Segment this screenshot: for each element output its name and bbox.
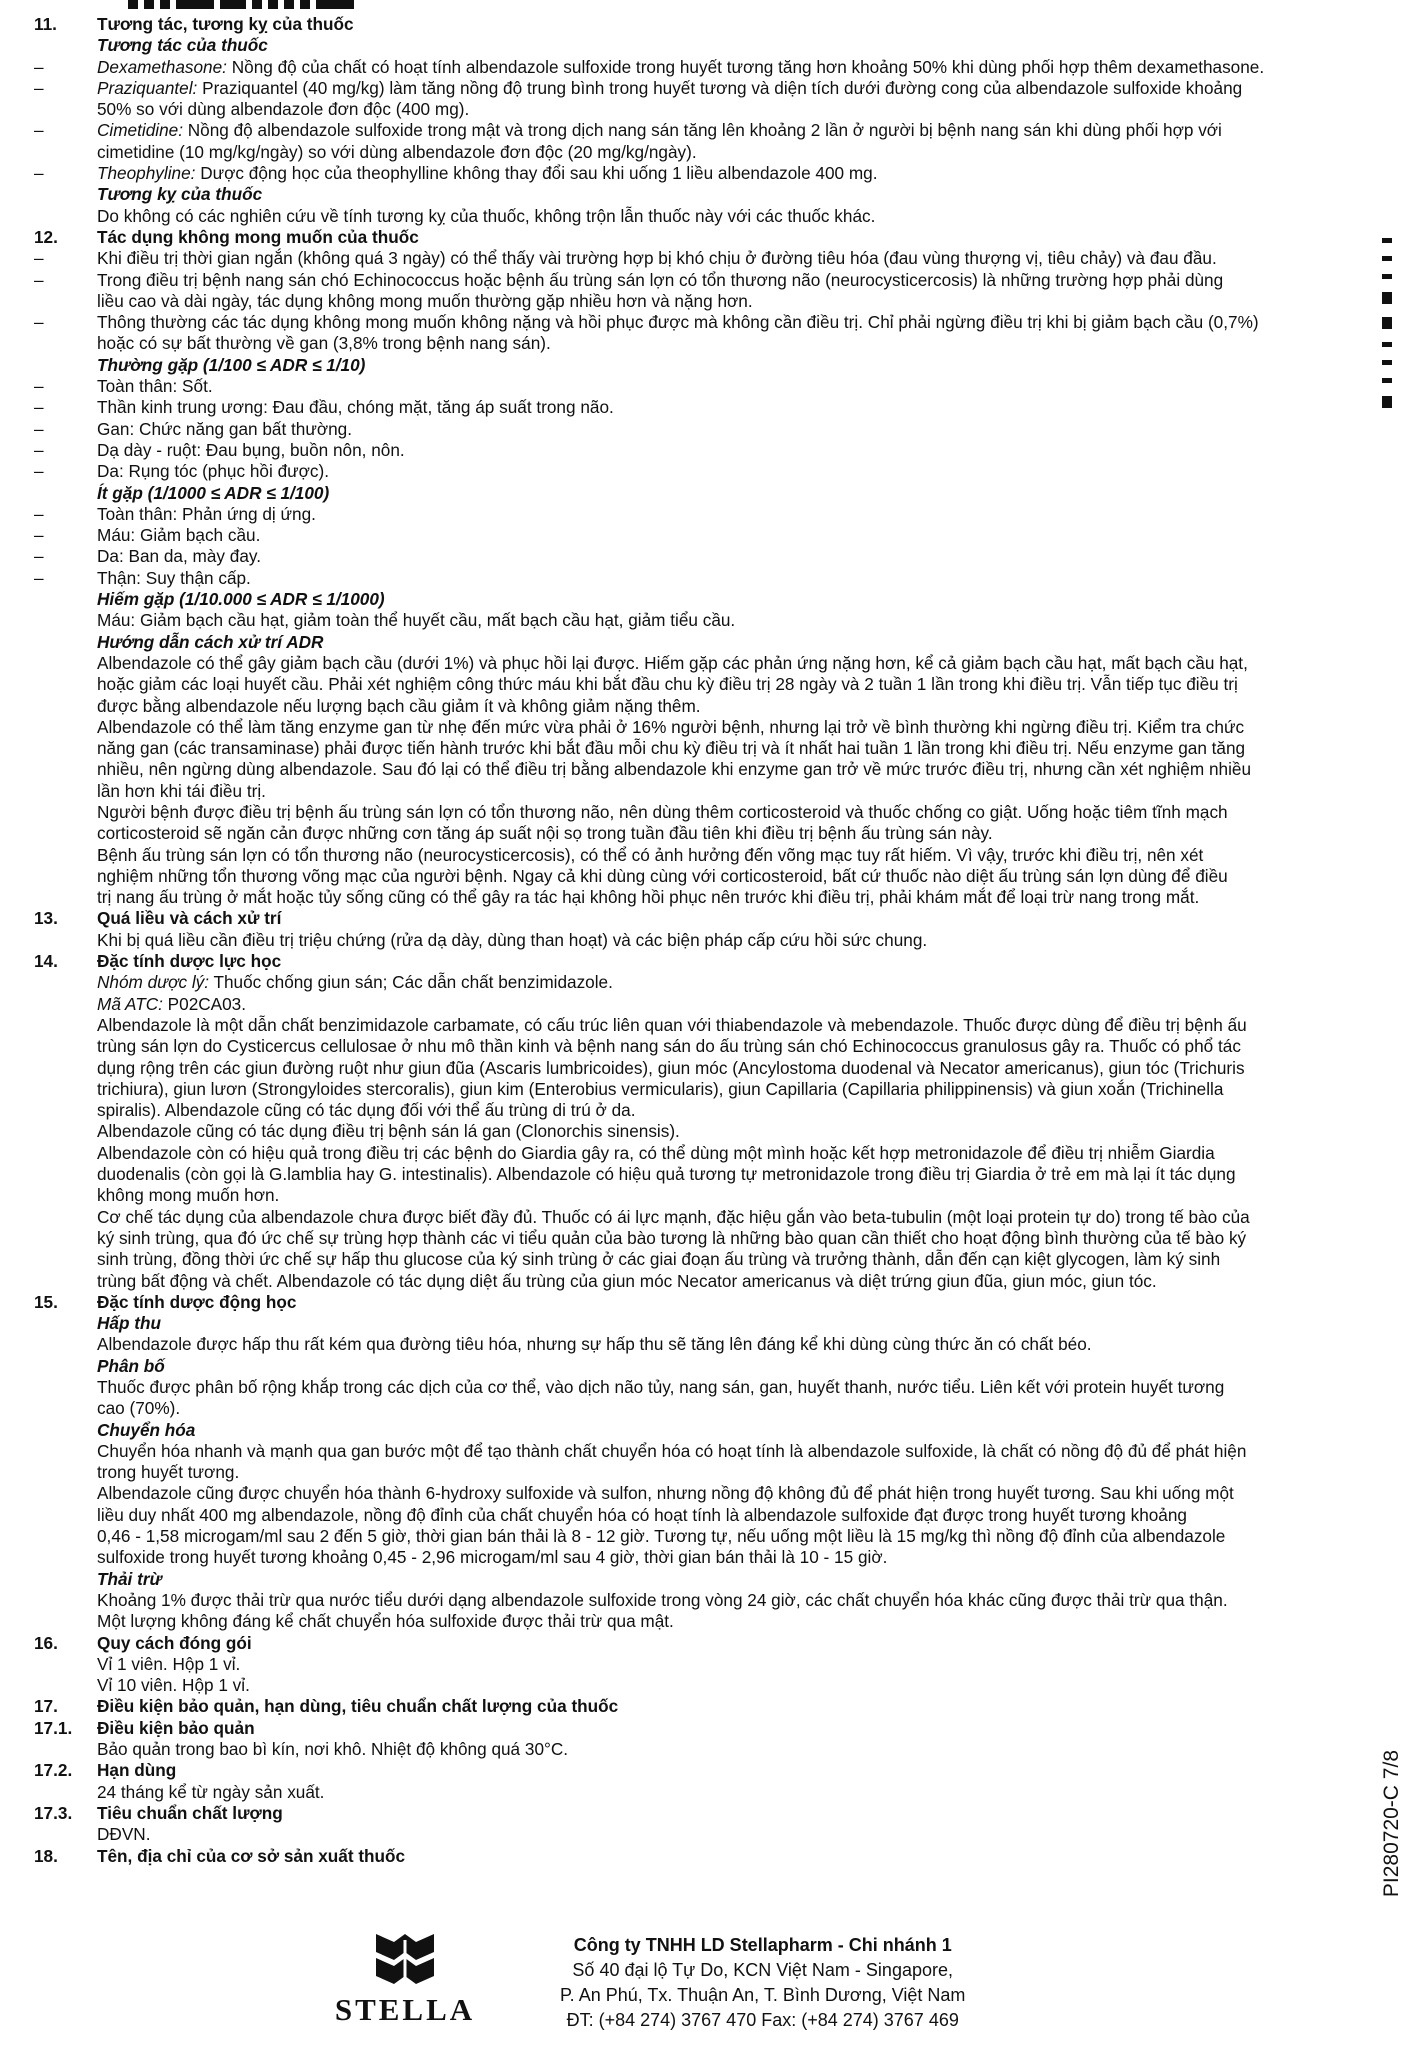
row-text: Hướng dẫn cách xử trí ADR xyxy=(97,631,324,652)
row-body: Praziquantel (40 mg/kg) làm tăng nồng độ trung bình trong huyết tương và diện tích dưới đường cong của albendazole sulfoxide khoảng xyxy=(197,77,1243,98)
row-text: hoặc có sự bất thường về gan (3,8% trong bệnh nang sán). xyxy=(97,333,551,354)
bullet-item xyxy=(34,440,1364,461)
paragraph-line xyxy=(34,845,1364,866)
row-marker xyxy=(34,99,97,120)
subsection-heading xyxy=(34,1356,1364,1377)
paragraph-line xyxy=(34,802,1364,823)
row-text: Tương tác, tương kỵ của thuốc xyxy=(97,14,354,34)
bullet-item xyxy=(34,78,1364,99)
paragraph-line xyxy=(34,1547,1364,1568)
row-marker xyxy=(34,972,97,993)
paragraph-line xyxy=(34,1164,1364,1185)
paragraph-line xyxy=(34,1739,1364,1760)
row-marker xyxy=(34,610,97,631)
row-lead: Praziquantel: xyxy=(97,77,198,98)
row-marker: 11. xyxy=(34,14,57,34)
row-marker xyxy=(34,845,97,866)
row-marker: 14. xyxy=(34,951,58,972)
paragraph-line xyxy=(34,1590,1364,1611)
row-text: 0,46 - 1,58 microgam/ml sau 2 đến 5 giờ, thời gian bán thải là 8 - 12 giờ. Tương tự, nếu uống một liều là 15 mg/kg thì nồng độ đỉnh của albendazole xyxy=(97,1526,1226,1547)
row-marker xyxy=(34,206,97,227)
paragraph-line xyxy=(34,972,1364,993)
paragraph-line xyxy=(34,1441,1364,1462)
paragraph-line xyxy=(34,1334,1364,1355)
row-text: 24 tháng kể từ ngày sản xuất. xyxy=(97,1781,325,1802)
paragraph-line xyxy=(34,1058,1364,1079)
row-text: Dạ dày - ruột: Đau bụng, buồn nôn, nôn. xyxy=(97,439,405,460)
row-marker xyxy=(34,1228,97,1249)
row-marker xyxy=(34,759,97,780)
row-marker xyxy=(34,1739,97,1760)
row-lead: Cimetidine: xyxy=(97,120,183,141)
row-marker xyxy=(34,1058,97,1079)
row-marker xyxy=(34,1483,97,1504)
subsection-heading xyxy=(34,1569,1364,1590)
row-marker xyxy=(34,1121,97,1142)
row-marker xyxy=(34,1441,97,1462)
row-text: trong huyết tương. xyxy=(97,1462,240,1483)
paragraph-line xyxy=(34,866,1364,887)
side-registration-marks xyxy=(1382,238,1394,421)
row-text: liều duy nhất 400 mg albendazole, nồng độ đỉnh của chất chuyển hóa có hoạt tính là albendazole sulfoxide đạt được trong huyết tương khoảng xyxy=(97,1504,1187,1525)
row-text: nhiều, nên ngừng dùng albendazole. Sau đó lại có thể điều trị bằng albendazole khi enzyme gan trở về mức trước điều trị, nhưng cần xét nghiệm nhiều xyxy=(97,759,1252,780)
stella-emblem-icon xyxy=(374,1930,436,1986)
row-text: sulfoxide trong huyết tương khoảng 0,45 - 2,96 microgam/ml sau 4 giờ, thời gian bán thải là 10 - 15 giờ. xyxy=(97,1547,888,1568)
row-text xyxy=(97,120,1364,141)
row-marker xyxy=(34,1547,97,1568)
row-text: Trong điều trị bệnh nang sán chó Echinococcus hoặc bệnh ấu trùng sán lợn có tổn thương não (neurocysticercosis) là những trường hợp phải dùng xyxy=(97,269,1224,290)
paragraph-line xyxy=(34,653,1364,674)
row-marker xyxy=(34,483,97,504)
row-text: Tương tác của thuốc xyxy=(97,35,268,56)
paragraph-line xyxy=(34,1228,1364,1249)
bullet-item xyxy=(34,312,1364,333)
row-text: Bảo quản trong bao bì kín, nơi khô. Nhiệt độ không quá 30°C. xyxy=(97,1739,569,1760)
document-code: PI280720-C 7/8 xyxy=(1380,1750,1403,1898)
paragraph-line xyxy=(34,717,1364,738)
row-marker xyxy=(34,717,97,738)
row-text xyxy=(97,78,1364,99)
row-marker xyxy=(34,1036,97,1057)
section-heading xyxy=(34,1633,1364,1654)
paragraph-line xyxy=(34,1398,1364,1419)
row-marker: – xyxy=(34,418,44,439)
row-marker: 17.3. xyxy=(34,1802,73,1823)
paragraph-line xyxy=(34,1185,1364,1206)
row-text: Khoảng 1% được thải trừ qua nước tiểu dưới dạng albendazole sulfoxide trong vòng 24 giờ, các chất chuyển hóa khác cũng được thải trừ qua thận. xyxy=(97,1589,1228,1610)
row-marker xyxy=(34,1313,97,1334)
paragraph-line xyxy=(34,1611,1364,1632)
paragraph-line xyxy=(34,1782,1364,1803)
row-text: sinh trùng, đồng thời ức chế sự hấp thu glucose của ký sinh trùng ở các giai đoạn ấu trùng và trưởng thành, dẫn đến cạn kiệt glycogen, làm ký sinh xyxy=(97,1249,1221,1270)
row-marker xyxy=(34,1100,97,1121)
leaflet-body xyxy=(34,14,1364,1867)
row-text: Vỉ 1 viên. Hộp 1 vỉ. xyxy=(97,1653,241,1674)
row-marker xyxy=(34,1824,97,1845)
row-body: Thuốc chống giun sán; Các dẫn chất benzimidazole. xyxy=(209,972,613,993)
paragraph-line xyxy=(34,1036,1364,1057)
row-marker xyxy=(34,781,97,802)
paragraph-line xyxy=(34,1377,1364,1398)
row-body: P02CA03. xyxy=(162,993,247,1014)
section-heading xyxy=(34,227,1364,248)
paragraph-line xyxy=(34,1015,1364,1036)
row-marker: – xyxy=(34,56,44,77)
row-marker: – xyxy=(34,248,44,269)
row-marker xyxy=(34,930,97,951)
row-text: Da: Rụng tóc (phục hồi được). xyxy=(97,461,329,482)
stella-logo xyxy=(320,1930,490,2028)
row-marker xyxy=(34,142,97,163)
row-marker xyxy=(34,696,97,717)
row-marker: 16. xyxy=(34,1632,58,1653)
row-text: Thuốc được phân bố rộng khắp trong các dịch của cơ thể, vào dịch não tủy, nang sán, gan, huyết thanh, nước tiểu. Liên kết với protein huyết tương xyxy=(97,1377,1225,1397)
row-text: Bệnh ấu trùng sán lợn có tổn thương não (neurocysticercosis), có thể có ảnh hưởng đến võng mạc tuy rất hiếm. Vì vậy, trước khi điều trị, nên xét xyxy=(97,844,1204,865)
row-marker: – xyxy=(34,77,44,98)
row-marker: – xyxy=(34,461,44,482)
row-marker xyxy=(34,1611,97,1632)
row-text: lần hơn khi tái điều trị. xyxy=(97,780,266,801)
paragraph-line xyxy=(34,781,1364,802)
manufacturer-info xyxy=(560,1933,965,2033)
row-text: Tác dụng không mong muốn của thuốc xyxy=(97,226,419,247)
row-text: hoặc giảm các loại huyết cầu. Phải xét nghiệm công thức máu khi bắt đầu chu kỳ điều trị 28 ngày và 2 tuần 1 lần trong khi điều trị. Vẫn tiếp tục điều trị xyxy=(97,674,1238,695)
row-marker xyxy=(34,1079,97,1100)
row-marker xyxy=(34,1782,97,1803)
bullet-item xyxy=(34,504,1364,525)
row-text: duodenalis (còn gọi là G.lamblia hay G. intestinalis). Albendazole có hiệu quả tương tự metronidazole trong điều trị Giardia ở trẻ em mà lại ít tác dụng xyxy=(97,1164,1236,1185)
paragraph-line xyxy=(34,1271,1364,1292)
paragraph-line xyxy=(34,1121,1364,1142)
row-marker: – xyxy=(34,546,44,567)
row-text: Da: Ban da, mày đay. xyxy=(97,546,262,567)
row-marker xyxy=(34,291,97,312)
row-marker: 17.2. xyxy=(34,1760,73,1781)
row-marker: 15. xyxy=(34,1291,58,1312)
row-marker: – xyxy=(34,376,44,397)
company-name: Công ty TNHH LD Stellapharm - Chi nhánh 1 xyxy=(573,1935,952,1955)
section-heading xyxy=(34,1292,1364,1313)
paragraph-line xyxy=(34,994,1364,1015)
row-lead: Mã ATC: xyxy=(97,993,163,1014)
row-text: trị nang ấu trùng ở mắt hoặc tủy sống cũng có thể gây ra tác hại không hồi phục nên trước khi điều trị, phải khám mắt để loại trừ nang trong mắt. xyxy=(97,887,1200,908)
paragraph-line xyxy=(34,674,1364,695)
row-text: Thải trừ xyxy=(97,1568,162,1589)
row-marker xyxy=(34,1654,97,1675)
paragraph-line xyxy=(34,1079,1364,1100)
row-text xyxy=(97,163,1364,184)
section-heading xyxy=(34,951,1364,972)
row-marker xyxy=(34,823,97,844)
row-marker xyxy=(34,1377,97,1398)
row-marker xyxy=(34,1505,97,1526)
row-text: trùng sán lợn do Cysticercus cellulosae ở nhu mô thần kinh và bệnh nang sán do ấu trùng sán chó Echinococcus granulosus gây ra. Thuốc có phổ tác xyxy=(97,1036,1241,1057)
row-text xyxy=(97,57,1364,78)
row-marker: 17.1. xyxy=(34,1717,73,1738)
paragraph-line xyxy=(34,696,1364,717)
row-marker xyxy=(34,1356,97,1377)
subsection-heading xyxy=(34,355,1364,376)
row-marker xyxy=(34,632,97,653)
row-marker xyxy=(34,1185,97,1206)
row-text: Thận: Suy thận cấp. xyxy=(97,567,251,588)
section-heading xyxy=(34,908,1364,929)
row-marker xyxy=(34,738,97,759)
row-text: cimetidine (10 mg/kg/ngày) so với dùng albendazole đơn độc (20 mg/kg/ngày). xyxy=(97,141,697,162)
row-marker: – xyxy=(34,312,44,333)
paragraph-line xyxy=(34,1654,1364,1675)
paragraph-line xyxy=(34,887,1364,908)
section-heading xyxy=(34,1846,1364,1867)
row-marker xyxy=(34,1334,97,1355)
row-text: Albendazole còn có hiệu quả trong điều trị các bệnh do Giardia gây ra, có thể dùng một mình hoặc kết hợp metronidazole để điều trị nhiễm Giardia xyxy=(97,1142,1215,1163)
row-text xyxy=(97,972,1364,993)
row-marker xyxy=(34,1164,97,1185)
row-marker xyxy=(34,1015,97,1036)
subsection-heading xyxy=(34,632,1364,653)
row-marker: 17. xyxy=(34,1696,58,1717)
top-registration-bars xyxy=(128,0,388,9)
bullet-item xyxy=(34,397,1364,418)
row-marker: – xyxy=(34,397,44,418)
row-marker: 13. xyxy=(34,908,58,929)
address-line-1: Số 40 đại lộ Tự Do, KCN Việt Nam - Singapore, xyxy=(572,1960,953,1980)
paragraph-line xyxy=(34,333,1364,354)
row-text: cao (70%). xyxy=(97,1398,181,1419)
section-heading xyxy=(34,14,1364,35)
row-text: ký sinh trùng, qua đó ức chế sự trùng hợp thành các vi tiểu quản của bào tương là những bào quan cần thiết cho hoạt động bình thường của tế bào ký xyxy=(97,1227,1247,1248)
bullet-item xyxy=(34,546,1364,567)
row-marker: – xyxy=(34,163,44,184)
row-body: Nồng độ albendazole sulfoxide trong mật và trong dịch nang sán tăng lên khoảng 2 lần ở người bị bệnh nang sán khi dùng phối hợp với xyxy=(182,120,1222,141)
section-heading xyxy=(34,1696,1364,1717)
row-body: Dược động học của theophylline không thay đổi sau khi uống 1 liều albendazole 400 mg. xyxy=(195,163,878,184)
row-text: trichiura), giun lươn (Strongyloides stercoralis), giun kim (Enterobius vermicularis), giun Capillaria (Capillaria philippinensis) và giun xoắn (Trichinella xyxy=(97,1078,1224,1099)
row-marker xyxy=(34,674,97,695)
row-text: Toàn thân: Sốt. xyxy=(97,376,213,397)
paragraph-line xyxy=(34,1143,1364,1164)
row-marker xyxy=(34,1271,97,1292)
row-lead: Nhóm dược lý: xyxy=(97,972,210,993)
paragraph-line xyxy=(34,1462,1364,1483)
row-marker: – xyxy=(34,503,44,524)
paragraph-line xyxy=(34,142,1364,163)
bullet-item xyxy=(34,376,1364,397)
row-text: Máu: Giảm bạch cầu hạt, giảm toàn thể huyết cầu, mất bạch cầu hạt, giảm tiểu cầu. xyxy=(97,610,736,631)
brand-name: STELLA xyxy=(334,1992,476,2027)
row-text: Tiêu chuẩn chất lượng xyxy=(97,1802,283,1823)
row-marker xyxy=(34,1420,97,1441)
row-text: Thường gặp (1/100 ≤ ADR ≤ 1/10) xyxy=(97,354,366,375)
row-text: nghiệm những tổn thương võng mạc của người bệnh. Ngay cả khi dùng cùng với corticosteroid, bất cứ thuốc nào diệt ấu trùng sán lợn dùng để điều xyxy=(97,865,1228,886)
bullet-item xyxy=(34,248,1364,269)
row-marker xyxy=(34,1569,97,1590)
row-text: Albendazole được hấp thu rất kém qua đường tiêu hóa, nhưng sự hấp thu sẽ tăng lên đáng kể khi dùng cùng thức ăn có chất béo. xyxy=(97,1334,1092,1355)
section-heading xyxy=(34,1803,1364,1824)
row-body: Nồng độ của chất có hoạt tính albendazole sulfoxide trong huyết tương tăng hơn khoảng 50% khi dùng phối hợp thêm dexamethasone. xyxy=(226,56,1265,77)
row-text: Tương kỵ của thuốc xyxy=(97,184,263,205)
paragraph-line xyxy=(34,610,1364,631)
row-marker xyxy=(34,653,97,674)
row-marker: – xyxy=(34,525,44,546)
row-lead: Dexamethasone: xyxy=(97,56,227,77)
row-marker xyxy=(34,1207,97,1228)
row-marker xyxy=(34,184,97,205)
paragraph-line xyxy=(34,99,1364,120)
row-text: Đặc tính dược lực học xyxy=(97,951,282,972)
row-text: Điều kiện bảo quản xyxy=(97,1717,255,1738)
row-text: Khi bị quá liều cần điều trị triệu chứng (rửa dạ dày, dùng than hoạt) và các biện pháp cấp cứu hồi sức chung. xyxy=(97,929,928,950)
row-text: Hạn dùng xyxy=(97,1760,177,1781)
row-text: liều cao và dài ngày, tác dụng không mong muốn thường gặp nhiều hơn và nặng hơn. xyxy=(97,290,753,311)
row-marker xyxy=(34,866,97,887)
bullet-item xyxy=(34,270,1364,291)
row-marker xyxy=(34,802,97,823)
row-text: Do không có các nghiên cứu về tính tương kỵ của thuốc, không trộn lẫn thuốc này với các thuốc khác. xyxy=(97,205,876,226)
row-marker xyxy=(34,355,97,376)
row-marker xyxy=(34,1590,97,1611)
row-text: Vỉ 10 viên. Hộp 1 vỉ. xyxy=(97,1675,250,1696)
paragraph-line xyxy=(34,1526,1364,1547)
paragraph-line xyxy=(34,1207,1364,1228)
row-text: Albendazole cũng có tác dụng điều trị bệnh sán lá gan (Clonorchis sinensis). xyxy=(97,1121,680,1142)
row-marker: – xyxy=(34,269,44,290)
row-text: Thần kinh trung ương: Đau đầu, chóng mặt, tăng áp suất trong não. xyxy=(97,397,614,418)
row-marker xyxy=(34,887,97,908)
bullet-item xyxy=(34,568,1364,589)
row-marker xyxy=(34,1675,97,1696)
row-text: Người bệnh được điều trị bệnh ấu trùng sán lợn có tổn thương não, nên dùng thêm corticosteroid và thuốc chống co giật. Uống hoặc tiêm tĩnh mạch xyxy=(97,801,1228,822)
bullet-item xyxy=(34,419,1364,440)
row-text: Quá liều và cách xử trí xyxy=(97,908,282,929)
row-text: Tên, địa chỉ của cơ sở sản xuất thuốc xyxy=(97,1845,406,1866)
row-marker: 12. xyxy=(34,226,58,247)
row-text: không mong muốn hơn. xyxy=(97,1185,280,1206)
row-text: Chuyển hóa xyxy=(97,1419,196,1440)
paragraph-line xyxy=(34,823,1364,844)
row-text: Albendazole cũng được chuyển hóa thành 6-hydroxy sulfoxide và sulfon, nhưng nồng độ không đủ để phát hiện trong huyết tương. Sau khi uống một xyxy=(97,1483,1234,1504)
row-text: Quy cách đóng gói xyxy=(97,1632,252,1653)
row-text: Albendazole có thể gây giảm bạch cầu (dưới 1%) và phục hồi lại được. Hiếm gặp các phản ứng nặng hơn, kể cả giảm bạch cầu hạt, mất bạch cầu hạt, xyxy=(97,652,1248,673)
bullet-item xyxy=(34,163,1364,184)
paragraph-line xyxy=(34,1249,1364,1270)
row-text: DĐVN. xyxy=(97,1824,151,1845)
row-text: 50% so với dùng albendazole đơn độc (400 mg). xyxy=(97,99,470,120)
bullet-item xyxy=(34,525,1364,546)
paragraph-line xyxy=(34,1824,1364,1845)
row-marker: – xyxy=(34,439,44,460)
row-marker: – xyxy=(34,567,44,588)
row-marker xyxy=(34,1143,97,1164)
row-text: Ít gặp (1/1000 ≤ ADR ≤ 1/100) xyxy=(97,482,330,503)
address-line-2: P. An Phú, Tx. Thuận An, T. Bình Dương, Việt Nam xyxy=(560,1985,966,2005)
row-marker: 18. xyxy=(34,1845,58,1866)
paragraph-line xyxy=(34,1483,1364,1504)
row-text: Hiếm gặp (1/10.000 ≤ ADR ≤ 1/1000) xyxy=(97,589,385,610)
paragraph-line xyxy=(34,759,1364,780)
row-text: Toàn thân: Phản ứng dị ứng. xyxy=(97,503,316,524)
paragraph-line xyxy=(34,291,1364,312)
paragraph-line xyxy=(34,1100,1364,1121)
row-text: Khi điều trị thời gian ngắn (không quá 3 ngày) có thể thấy vài trường hợp bị khó chịu ở đường tiêu hóa (đau vùng thượng vị, tiêu chảy) và đau đầu. xyxy=(97,248,1217,269)
row-marker xyxy=(34,1249,97,1270)
subsection-heading xyxy=(34,35,1364,56)
paragraph-line xyxy=(34,206,1364,227)
bullet-item xyxy=(34,461,1364,482)
row-text: Thông thường các tác dụng không mong muốn không nặng và hồi phục được mà không cần điều trị. Chỉ phải ngừng điều trị khi bị giảm bạch cầu (0,7%) xyxy=(97,312,1259,333)
row-marker xyxy=(34,1398,97,1419)
row-marker xyxy=(34,35,97,56)
row-text: Một lượng không đáng kể chất chuyển hóa sulfoxide được thải trừ qua mật. xyxy=(97,1611,674,1632)
contact-phone-fax: ĐT: (+84 274) 3767 470 Fax: (+84 274) 3767 469 xyxy=(566,2010,959,2030)
row-text: Điều kiện bảo quản, hạn dùng, tiêu chuẩn chất lượng của thuốc xyxy=(97,1696,619,1717)
row-text: Phân bố xyxy=(97,1355,165,1376)
row-text: Máu: Giảm bạch cầu. xyxy=(97,525,261,546)
subsection-heading xyxy=(34,1313,1364,1334)
row-marker: – xyxy=(34,120,44,141)
subsection-heading xyxy=(34,483,1364,504)
row-text: Cơ chế tác dụng của albendazole chưa được biết đầy đủ. Thuốc có ái lực mạnh, đặc hiệu gắn vào beta-tubulin (một loại protein tự do) trong tế bào của xyxy=(97,1206,1250,1227)
section-heading xyxy=(34,1760,1364,1781)
paragraph-line xyxy=(34,738,1364,759)
row-text: Albendazole có thể làm tăng enzyme gan từ nhẹ đến mức vừa phải ở 16% người bệnh, nhưng lại trở về bình thường khi ngừng điều trị. Kiểm tra chức xyxy=(97,716,1245,737)
row-text xyxy=(97,994,1364,1015)
subsection-heading xyxy=(34,184,1364,205)
row-text: spiralis). Albendazole cũng có tác dụng đối với thể ấu trùng di trú ở da. xyxy=(97,1100,636,1121)
bullet-item xyxy=(34,120,1364,141)
paragraph-line xyxy=(34,1505,1364,1526)
row-text: Đặc tính dược động học xyxy=(97,1291,297,1312)
row-text: Hấp thu xyxy=(97,1313,161,1334)
row-marker xyxy=(34,1462,97,1483)
row-text: dụng rộng trên các giun đường ruột như giun đũa (Ascaris lumbricoides), giun móc (Ancylostoma duodenal và Necator americanus), giun tóc (Trichuris xyxy=(97,1057,1245,1078)
paragraph-line xyxy=(34,930,1364,951)
subsection-heading xyxy=(34,1420,1364,1441)
row-text: trùng bất động và chết. Albendazole có tác dụng diệt ấu trùng của giun móc Necator americanus và diệt trứng giun đũa, giun móc, giun tóc. xyxy=(97,1270,1157,1291)
row-text: Chuyển hóa nhanh và mạnh qua gan bước một để tạo thành chất chuyển hóa có hoạt tính là albendazole sulfoxide, là chất có nồng độ đủ để phát hiện xyxy=(97,1440,1247,1461)
section-heading xyxy=(34,1718,1364,1739)
row-text: năng gan (các transaminase) phải được tiến hành trước khi bắt đầu mỗi chu kỳ điều trị và ít nhất hai tuần 1 lần trong khi điều trị. Nếu enzyme gan tăng xyxy=(97,738,1246,759)
bullet-item xyxy=(34,57,1364,78)
row-text: Gan: Chức năng gan bất thường. xyxy=(97,418,353,439)
paragraph-line xyxy=(34,1675,1364,1696)
subsection-heading xyxy=(34,589,1364,610)
row-marker xyxy=(34,589,97,610)
row-marker xyxy=(34,333,97,354)
row-lead: Theophyline: xyxy=(97,163,196,184)
row-text: Albendazole là một dẫn chất benzimidazole carbamate, có cấu trúc liên quan với thiabendazole và mebendazole. Thuốc được dùng để điều trị bệnh ấu xyxy=(97,1014,1247,1035)
row-marker xyxy=(34,994,97,1015)
row-text: được bằng albendazole nếu lượng bạch cầu giảm ít và không giảm nặng thêm. xyxy=(97,695,701,716)
row-marker xyxy=(34,1526,97,1547)
row-text: corticosteroid sẽ ngăn cản được những cơn tăng áp suất nội sọ trong tuần đầu tiên khi điều trị bệnh ấu trùng sán này. xyxy=(97,823,993,844)
